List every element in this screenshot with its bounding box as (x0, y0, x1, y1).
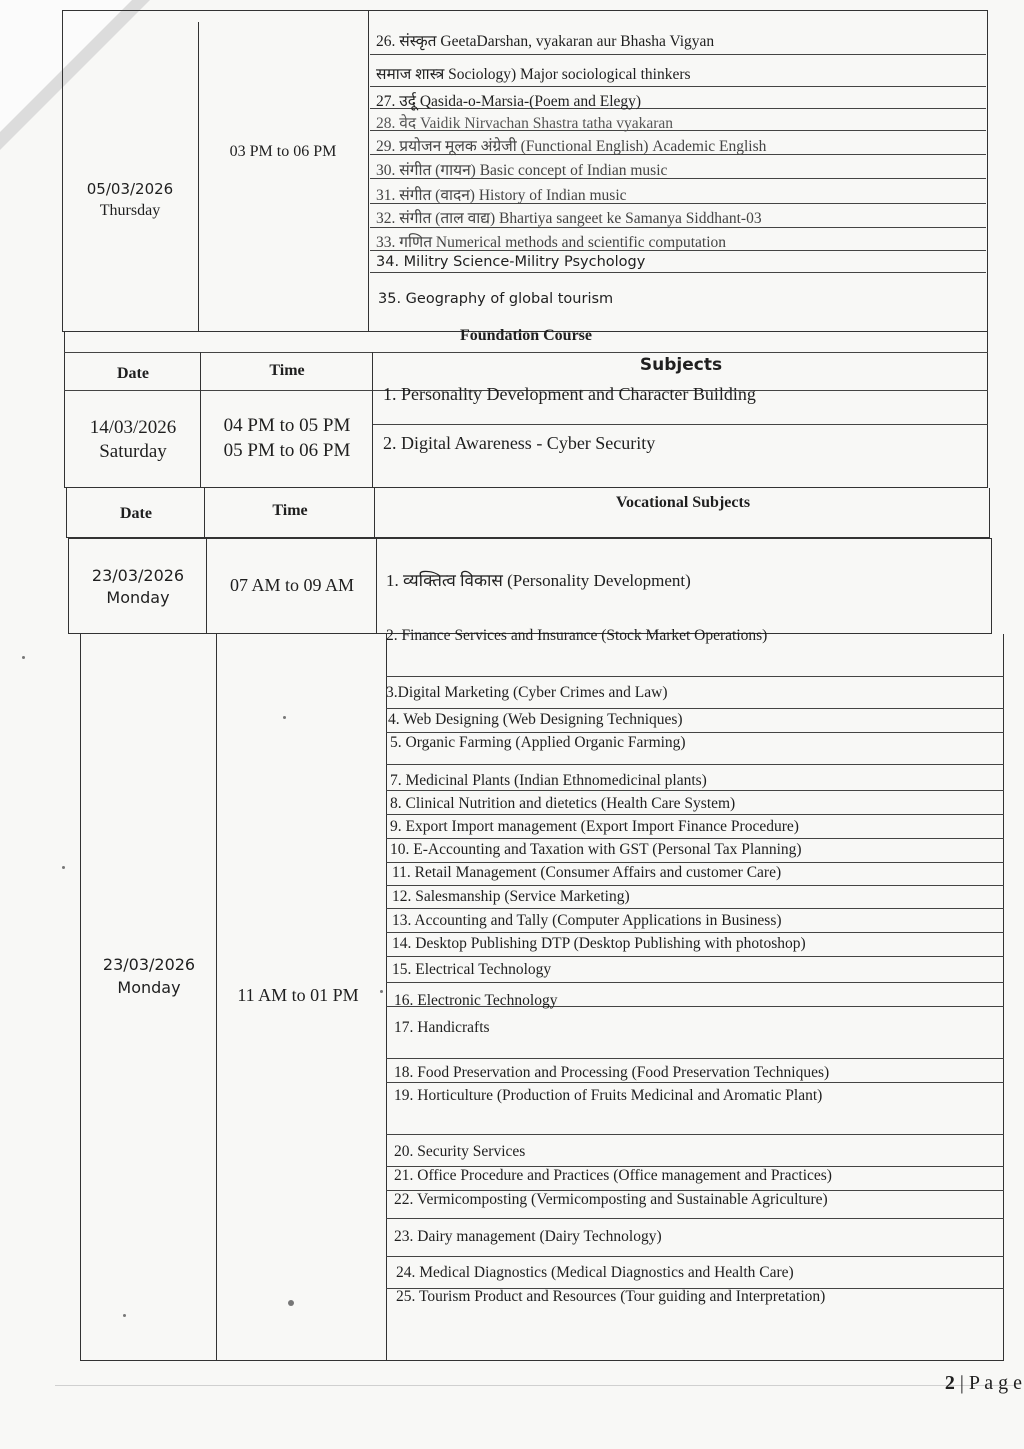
vocational-row1-date: 23/03/2026 (91, 566, 185, 585)
vocational-row1-day: Monday (106, 588, 170, 607)
vocational-subject: 15. Electrical Technology (392, 961, 552, 978)
foundation-date-cell (66, 416, 200, 464)
foundation-date: 14/03/2026 (89, 417, 177, 438)
footer-divider (55, 1385, 1015, 1386)
block1-subject: 27. उर्दू Qasida-o-Marsia-(Poem and Elegy) (376, 93, 642, 110)
vocational-subject: 25. Tourism Product and Resources (Tour guiding and Interpretation) (396, 1288, 826, 1305)
foundation-subject: 2. Digital Awareness - Cyber Security (383, 433, 656, 453)
foundation-day: Saturday (99, 441, 167, 462)
block1-subject: 28. वेद Vaidik Nirvachan Shastra tatha vyakaran (376, 115, 674, 132)
vocational-row1-time: 07 AM to 09 AM (229, 575, 355, 595)
page-number (945, 1372, 1022, 1395)
block1-subject: 29. प्रयोजन मूलक अंग्रेजी (Functional English) Academic English (376, 138, 767, 155)
block1-subject: 30. संगीत (गायन) Basic concept of Indian music (376, 162, 668, 179)
block1-day: Thursday (99, 202, 161, 219)
block1-subject: 31. संगीत (वादन) History of Indian music (376, 187, 627, 204)
vocational-subject: 4. Web Designing (Web Designing Techniques) (388, 711, 683, 728)
block1-subject: 34. Militry Science-Militry Psychology (376, 254, 646, 270)
foundation-time-cell (202, 413, 372, 463)
vocational-row2-day: Monday (117, 978, 181, 997)
vocational-row2-time: 11 AM to 01 PM (237, 985, 359, 1005)
foundation-title: Foundation Course (459, 327, 593, 344)
page-number-label: | P a g e (959, 1372, 1022, 1394)
vocational-subject: 5. Organic Farming (Applied Organic Farming) (390, 734, 686, 751)
block1-time: 03 PM to 06 PM (229, 143, 337, 160)
vocational-row2-date-cell (82, 953, 216, 999)
vocational-col-subjects: Vocational Subjects (615, 494, 751, 511)
vocational-subject: 14. Desktop Publishing DTP (Desktop Publishing with photoshop) (392, 935, 806, 952)
block1-subject: 33. गणित Numerical methods and scientific computation (376, 234, 727, 251)
vocational-row2-date: 23/03/2026 (102, 955, 196, 974)
vocational-subject: 18. Food Preservation and Processing (Food Preservation Techniques) (394, 1064, 830, 1081)
vocational-subject: 21. Office Procedure and Practices (Office management and Practices) (394, 1167, 832, 1184)
block1-date: 05/03/2026 (86, 180, 174, 198)
block1-subject: 26. संस्कृत GeetaDarshan, vyakaran aur Bhasha Vigyan (376, 33, 715, 50)
vocational-subject: 24. Medical Diagnostics (Medical Diagnostics and Health Care) (396, 1264, 794, 1281)
block1-subject: 32. संगीत (ताल वाद्य) Bhartiya sangeet ke Samanya Siddhant-03 (376, 210, 762, 227)
foundation-col-date: Date (117, 365, 149, 382)
foundation-time1: 04 PM to 05 PM (223, 415, 351, 436)
vocational-subject: 8. Clinical Nutrition and dietetics (Health Care System) (390, 795, 736, 812)
vocational-subject: 13. Accounting and Tally (Computer Applications in Business) (392, 912, 782, 929)
vocational-subject: 2. Finance Services and Insurance (Stock Market Operations) (386, 627, 768, 644)
foundation-col-subjects: Subjects (639, 355, 723, 375)
vocational-subject: 23. Dairy management (Dairy Technology) (394, 1228, 662, 1245)
vocational-subject: 19. Horticulture (Production of Fruits Medicinal and Aromatic Plant) (394, 1087, 823, 1104)
vocational-subject: 3.Digital Marketing (Cyber Crimes and Law) (386, 684, 668, 701)
vocational-subject: 22. Vermicomposting (Vermicomposting and Sustainable Agriculture) (394, 1191, 828, 1208)
vocational-subject: 12. Salesmanship (Service Marketing) (392, 888, 630, 905)
foundation-time2: 05 PM to 06 PM (223, 440, 351, 461)
vocational-subject: 17. Handicrafts (394, 1019, 490, 1036)
vocational-row1-date-cell (70, 565, 206, 609)
vocational-subject: 11. Retail Management (Consumer Affairs and customer Care) (392, 864, 782, 881)
vocational-col-date: Date (120, 505, 152, 522)
vocational-row1-subject: 1. व्यक्तित्व विकास (Personality Development) (386, 571, 691, 590)
page-number-value: 2 (944, 1372, 955, 1394)
vocational-col-time: Time (272, 502, 308, 519)
vocational-subject: 16. Electronic Technology (394, 992, 558, 1009)
block1-date-cell (64, 178, 196, 222)
vocational-subject: 10. E-Accounting and Taxation with GST (Personal Tax Planning) (390, 841, 802, 858)
block1-subject: 35. Geography of global tourism (378, 291, 614, 307)
block1-subject: समाज शास्त्र Sociology) Major sociological thinkers (376, 66, 691, 83)
foundation-col-time: Time (269, 362, 305, 379)
vocational-subject: 9. Export Import management (Export Import Finance Procedure) (390, 818, 799, 835)
vocational-subject: 20. Security Services (394, 1143, 526, 1160)
vocational-subject: 7. Medicinal Plants (Indian Ethnomedicinal plants) (390, 772, 707, 789)
foundation-subject: 1. Personality Development and Character Building (383, 384, 756, 404)
